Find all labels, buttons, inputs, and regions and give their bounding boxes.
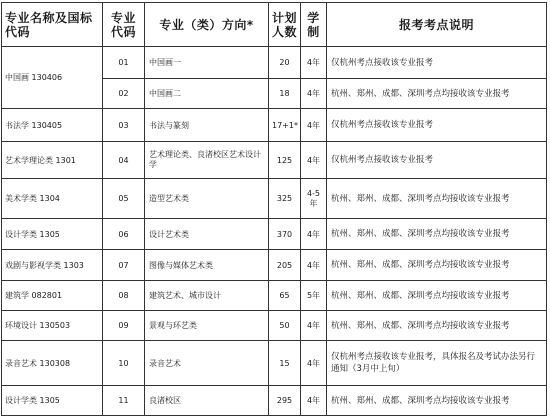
row-code: 06	[103, 219, 145, 250]
row-major: 设计学类 1305	[2, 219, 103, 250]
row-years: 4年	[301, 79, 327, 109]
row-note: 仅杭州考点接收该专业报考	[327, 47, 547, 79]
row-direction: 书法与篆刻	[145, 109, 269, 142]
table-row	[2, 179, 547, 219]
row-major: 录音艺术 130308	[2, 341, 103, 386]
row-code: 02	[103, 79, 145, 109]
table-row	[2, 281, 547, 311]
row-note: 仅杭州考点接收该专业报考	[327, 109, 547, 142]
row-major: 建筑学 082801	[2, 281, 103, 311]
row-note: 杭州、郑州、成都、深圳考点均接收该专业报考	[327, 281, 547, 311]
row-years: 4年	[301, 386, 327, 416]
row-years: 5年	[301, 281, 327, 311]
row-years: 4年	[301, 109, 327, 142]
row-direction: 艺术理论类、良渚校区艺术设计学	[145, 142, 269, 179]
header-direction: 专业（类）方向*	[145, 3, 269, 47]
row-major: 环境设计 130503	[2, 311, 103, 341]
row-note: 杭州、郑州、成都、深圳考点均接收该专业报考	[327, 386, 547, 416]
row-plan: 15	[269, 341, 301, 386]
row-code: 04	[103, 142, 145, 179]
row-code: 11	[103, 386, 145, 416]
row-code: 05	[103, 179, 145, 219]
admissions-table	[1, 2, 547, 416]
row-direction: 图像与媒体艺术类	[145, 250, 269, 281]
table-row	[2, 142, 547, 179]
table-row	[2, 311, 547, 341]
row-major: 艺术学理论类 1301	[2, 142, 103, 179]
row-plan: 50	[269, 311, 301, 341]
row-direction: 造型艺术类	[145, 179, 269, 219]
header-years: 学制	[301, 3, 327, 47]
row-plan: 370	[269, 219, 301, 250]
table-row	[2, 386, 547, 416]
row-major: 书法学 130405	[2, 109, 103, 142]
row-years: 4年	[301, 142, 327, 179]
row-direction: 中国画二	[145, 79, 269, 109]
row-code: 03	[103, 109, 145, 142]
table-header-row	[2, 3, 547, 47]
row-years: 4年	[301, 250, 327, 281]
row-direction: 录音艺术	[145, 341, 269, 386]
row-code: 07	[103, 250, 145, 281]
row-years: 4-5年	[301, 179, 327, 219]
row-note: 杭州、郑州、成都、深圳考点均接收该专业报考	[327, 311, 547, 341]
row-plan: 295	[269, 386, 301, 416]
table-row	[2, 219, 547, 250]
table-row	[2, 109, 547, 142]
row-direction: 设计艺术类	[145, 219, 269, 250]
row-note: 仅杭州考点接收该专业报考	[327, 142, 547, 179]
row-plan: 325	[269, 179, 301, 219]
row-direction: 建筑艺术、城市设计	[145, 281, 269, 311]
row-plan: 65	[269, 281, 301, 311]
header-plan: 计划人数	[269, 3, 301, 47]
row-major: 设计学类 1305	[2, 386, 103, 416]
row-direction: 中国画一	[145, 47, 269, 79]
row-major: 戏剧与影视学类 1303	[2, 250, 103, 281]
row-plan: 17+1*	[269, 109, 301, 142]
row-code: 10	[103, 341, 145, 386]
row-major: 中国画 130406	[2, 47, 103, 109]
row-years: 4年	[301, 219, 327, 250]
row-major: 美术学类 1304	[2, 179, 103, 219]
row-note: 杭州、郑州、成都、深圳考点均接收该专业报考	[327, 179, 547, 219]
table-row	[2, 47, 547, 79]
row-note: 杭州、郑州、成都、深圳考点均接收该专业报考	[327, 79, 547, 109]
table-row	[2, 341, 547, 386]
row-code: 09	[103, 311, 145, 341]
row-plan: 205	[269, 250, 301, 281]
table-row	[2, 250, 547, 281]
row-years: 4年	[301, 341, 327, 386]
row-note: 仅杭州考点接收该专业报考，具体报名及考试办法另行通知（3月中上旬）	[327, 341, 547, 386]
row-note: 杭州、郑州、成都、深圳考点均接收该专业报考	[327, 250, 547, 281]
row-direction: 良渚校区	[145, 386, 269, 416]
row-plan: 18	[269, 79, 301, 109]
row-note: 杭州、郑州、成都、深圳考点均接收该专业报考	[327, 219, 547, 250]
row-direction: 景观与环艺类	[145, 311, 269, 341]
row-years: 4年	[301, 311, 327, 341]
row-code: 01	[103, 47, 145, 79]
row-years: 4年	[301, 47, 327, 79]
row-plan: 125	[269, 142, 301, 179]
row-code: 08	[103, 281, 145, 311]
row-plan: 20	[269, 47, 301, 79]
header-major: 专业名称及国标代码	[2, 3, 103, 47]
header-note: 报考考点说明	[327, 3, 547, 47]
header-code: 专业代码	[103, 3, 145, 47]
